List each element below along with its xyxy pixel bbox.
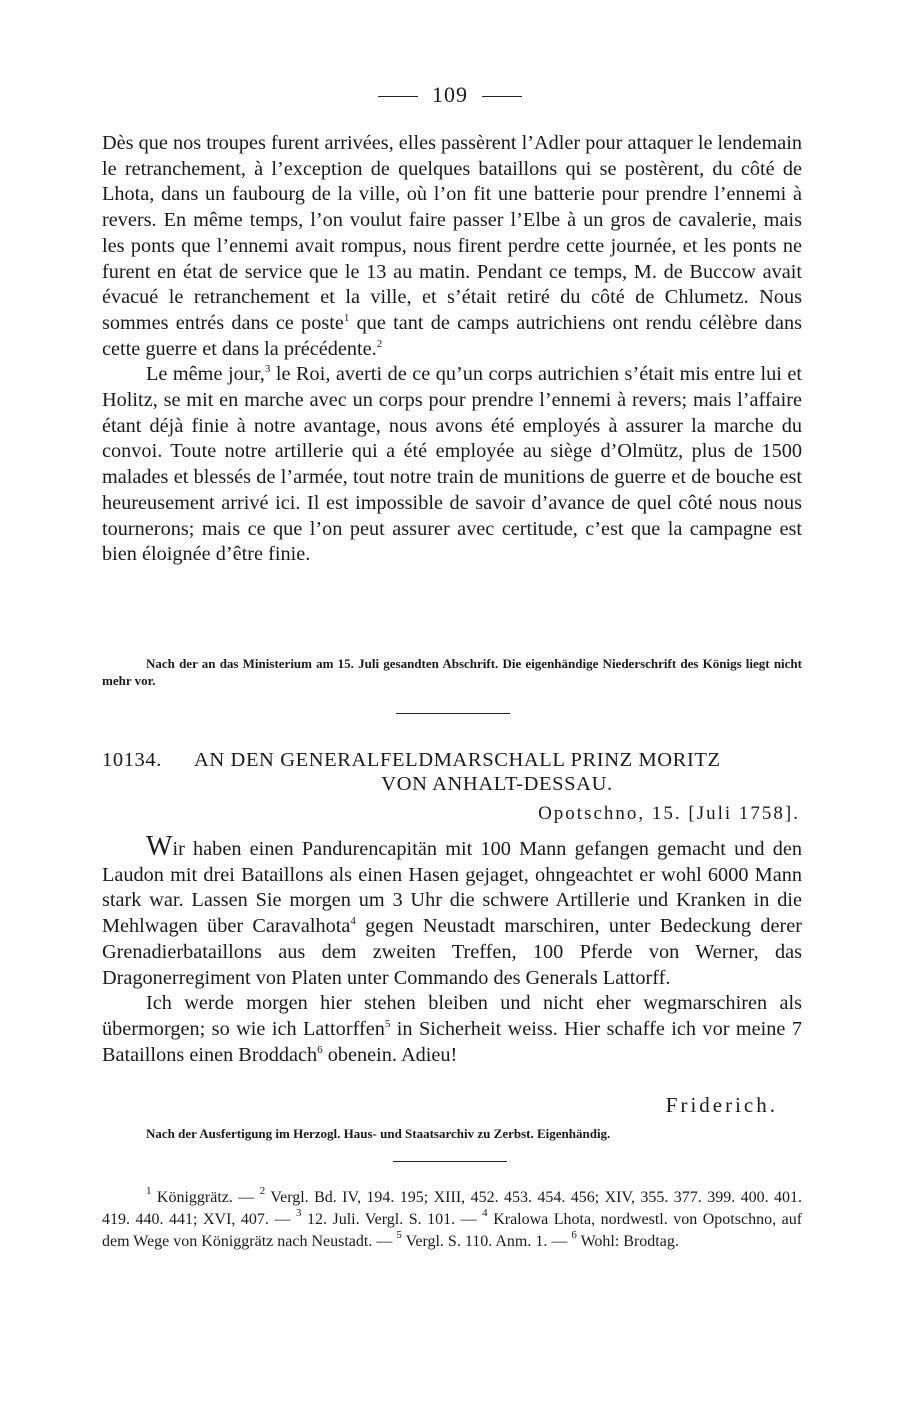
footnote-ref-3: 3 — [264, 363, 271, 376]
footnote-5-text: Vergl. S. 110. Anm. 1. — — [405, 1233, 572, 1250]
footnote-ref-5: 5 — [384, 1017, 391, 1030]
letter2-paragraph-2 — [102, 991, 802, 1068]
letter1-source-note: Nach der an das Ministerium am 15. Juli gesandten Abschrift. Die eigenhändige Niederschrift des Königs liegt nicht mehr vor. — [102, 656, 802, 688]
footnote-ref-2: 2 — [376, 337, 383, 350]
page-header — [0, 82, 900, 108]
letter2-p2-text-a: Ich werde morgen hier stehen bleiben und nicht eher wegmarschiren als übermorgen; so wie ich Lattorffen — [102, 992, 802, 1040]
letter2-body — [102, 831, 802, 1068]
header-dash-right — [482, 96, 522, 97]
footnote-marker-5: 5 — [396, 1229, 402, 1241]
footnote-ref-4: 4 — [350, 915, 356, 928]
letter1-p1-text: Dès que nos troupes furent arrivées, elles passèrent l’Adler pour attaquer le lendemain le retranchement, à l’exception de quelques bataillons qui se postèrent, du côté de Lhota, dans un faubourg de la ville, où l’on fit une batterie pour prendre l’ennemi à revers. En même temps, l’on voulut faire passer l’Elbe à un gros de cavalerie, mais les ponts que l’ennemi avait rompus, nous firent perdre cette journée, et les ponts ne furent en état de service que le 13 au matin. Pendant ce temps, M. de Buccow avait évacué le retranchement et la ville, et s’était retiré du côté de Chlumetz. Nous sommes entrés dans ce poste — [102, 132, 803, 334]
section-divider — [396, 713, 510, 714]
letter1-body — [102, 131, 802, 568]
letter1-paragraph-2 — [102, 362, 802, 568]
dateline: Opotschno, 15. [Juli 1758]. — [538, 803, 800, 824]
footnotes-paragraph — [102, 1187, 802, 1253]
footnote-marker-1: 1 — [146, 1185, 152, 1197]
footnote-ref-1: 1 — [343, 311, 350, 324]
footnote-ref-6: 6 — [317, 1043, 323, 1056]
signature: Friderich. — [665, 1093, 778, 1117]
footnote-marker-6: 6 — [571, 1229, 577, 1241]
letter1-p1-text-b: que tant de camps autrichiens ont rendu célèbre dans cette guerre et dans la précédente. — [102, 311, 802, 360]
footnote-2-text: Vergl. Bd. IV, 194. 195; XIII, 452. 453. 454. 456; XIV, 355. 377. 399. 400. 401. 419. 440. 441; XVI, 407. — — [102, 1189, 802, 1228]
page-number: 109 — [432, 82, 468, 107]
footnote-marker-2: 2 — [259, 1185, 266, 1197]
letter1-p2-text-b: le Roi, averti de ce qu’un corps autrichien s’était mis entre lui et Holitz, se mit en marche avec un corps pour prendre l’ennemi à revers; mais l’affaire étant déjà finie à notre avantage, nous avons été employés à assurer la marche du convoi. Toute notre artillerie qui a été employée au siège d’Olmütz, plus de 1500 malades et blessés de l’armée, tout notre train de munitions de guerre et de bouche est heureusement arrivé ici. Il est impossible de savoir d’avance de quel côté nous nous tournerons; mais ce que l’on peut assurer avec certitude, c’est que la campagne est bien éloignée d’être finie. — [102, 363, 803, 566]
footnote-divider — [393, 1161, 507, 1162]
letter2-p1-text-b: gegen Neustadt marschiren, unter Bedeckung derer Grenadierbataillons aus dem zweiten Treffen, 100 Pferde von Werner, das Dragonerregiment von Platen unter Commando des Generals Lattorff. — [102, 915, 802, 989]
footnotes — [102, 1187, 802, 1253]
initial-letter: W — [146, 831, 173, 862]
letter2-p2-text-b: in Sicherheit weiss. Hier schaffe ich vor meine 7 Bataillons einen Broddach — [102, 1017, 802, 1066]
letter2-p2-text-c: obenein. Adieu! — [322, 1043, 458, 1066]
letter2-heading — [102, 748, 802, 796]
footnote-6-text: Wohl: Brodtag. — [580, 1233, 679, 1250]
footnote-4-text: Kralowa Lhota, nordwestl. von Opotschno, auf dem Wege von Königgrätz nach Neustadt. — — [102, 1211, 803, 1250]
footnote-3-text: 12. Juli. Vergl. S. 101. — — [306, 1211, 477, 1228]
footnote-1-text: Königgrätz. — — [156, 1189, 260, 1206]
footnote-marker-3: 3 — [295, 1207, 302, 1219]
letter2-title-line1: AN DEN GENERALFELDMARSCHALL PRINZ MORITZ — [194, 749, 721, 771]
letter2-paragraph-1 — [102, 831, 802, 991]
letter2-source-note: Nach der Ausfertigung im Herzogl. Haus- und Staatsarchiv zu Zerbst. Eigenhändig. — [146, 1126, 611, 1141]
letter2-p1-text-a: ir haben einen Pandurencapitän mit 100 Mann gefangen gemacht und den Laudon mit drei Bataillons als einen Hasen gejaget, ohngeachtet er wohl 6000 Mann stark war. Lassen Sie morgen um 3 Uhr die schwere Artillerie und Kranken in die Mehlwagen über Caravalhota — [102, 838, 802, 938]
letter1-paragraph-1 — [102, 131, 802, 362]
letter-number: 10134. — [102, 749, 162, 771]
letter2-title-line2: VON ANHALT-DESSAU. — [381, 773, 613, 795]
header-dash-left — [378, 96, 418, 97]
footnote-marker-4: 4 — [482, 1207, 488, 1219]
letter1-p2-text-a: Le même jour, — [146, 363, 265, 386]
